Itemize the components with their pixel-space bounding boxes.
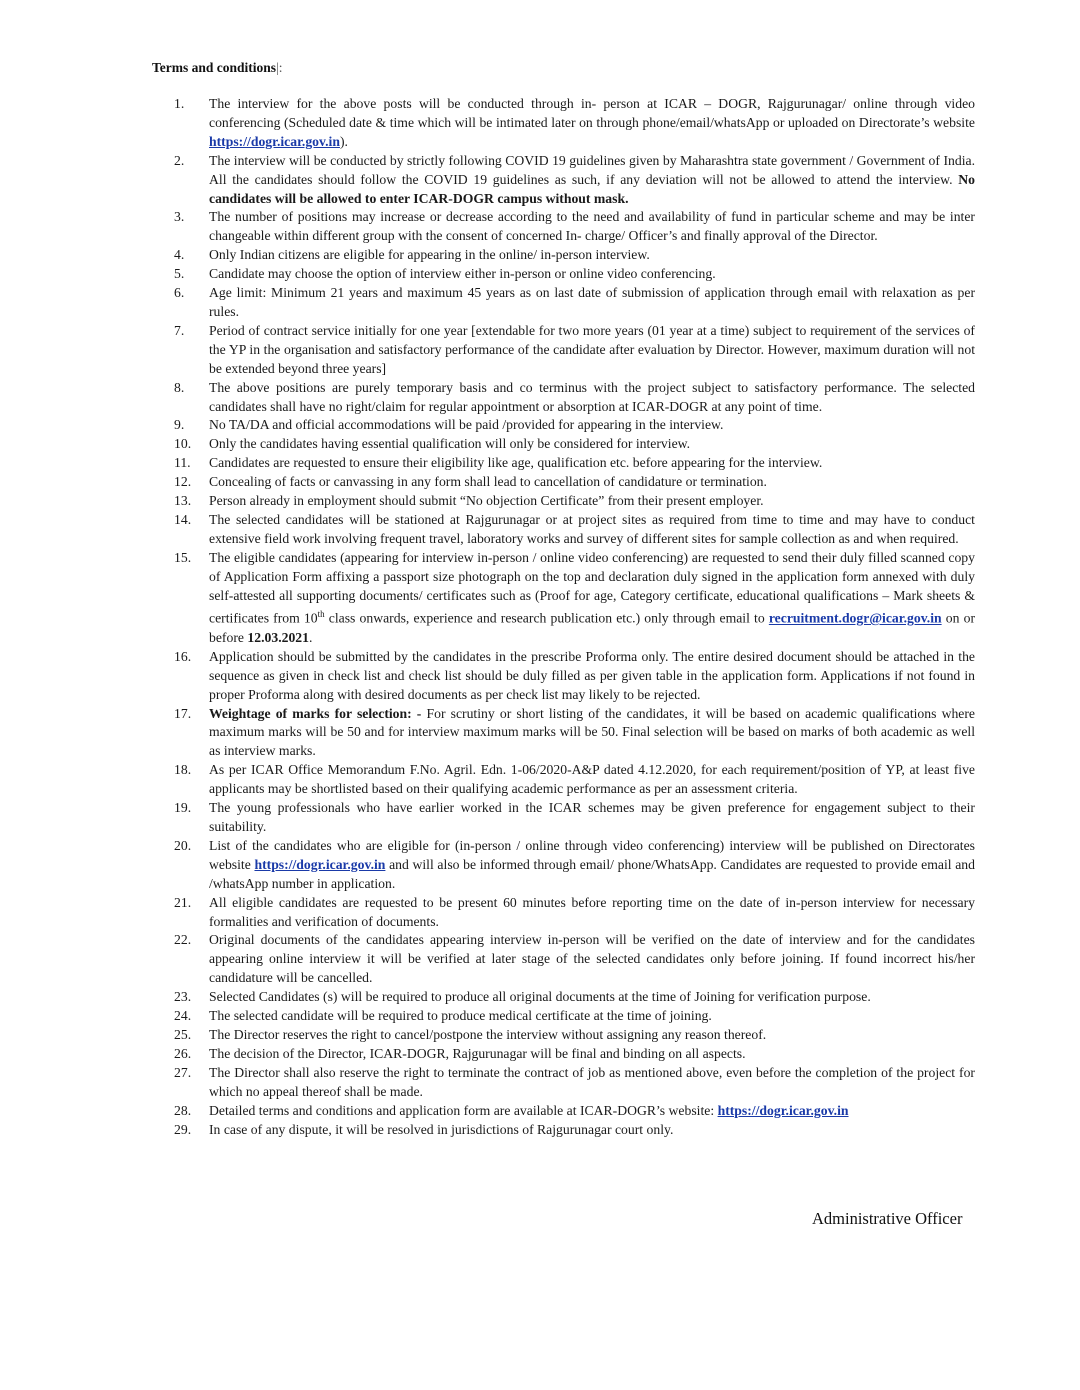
term-text-segment: Period of contract service initially for one year [extendable for two more years (01 year at a time) subject to requirement of the services of the YP in the organisation and satisfactory performance of the candidate after evaluation by Director. However, maximum duration will not be extended beyond three years] [209, 322, 975, 376]
term-text-segment: Concealing of facts or canvassing in any form shall lead to cancellation of candidature or termination. [209, 474, 767, 490]
term-text-segment: Person already in employment should submit “No objection Certificate” from their present employer. [209, 493, 764, 509]
term-text-segment: Selected Candidates (s) will be required to produce all original documents at the time of Joining for verification purpose. [209, 989, 871, 1005]
term-text-segment: Application should be submitted by the candidates in the prescribe Proforma only. The entire desired document should be attached in the sequence as given in check list and check list should be duly filled as per given table in the application form. Applications if not found in proper Proforma along with desired documents as per check list may likely to be rejected. [209, 648, 975, 702]
term-text [209, 549, 975, 648]
term-text [209, 799, 975, 837]
term-text [209, 492, 975, 511]
term-number: 4. [174, 247, 185, 263]
term-number: 7. [174, 322, 185, 338]
term-number: 22. [174, 932, 192, 948]
term-text-segment: Age limit: Minimum 21 years and maximum 45 years as on last date of submission of application through email with relaxation as per rules. [209, 285, 975, 319]
term-item [174, 705, 975, 762]
term-text [209, 648, 975, 705]
term-text [209, 435, 975, 454]
term-text-segment: on or before [209, 611, 975, 645]
term-text-segment: No TA/DA and official accommodations will be paid /provided for appearing in the interview. [209, 417, 724, 433]
term-item [174, 837, 975, 894]
term-text [209, 761, 975, 799]
term-text [209, 416, 975, 435]
term-number: 13. [174, 493, 192, 509]
term-text [209, 705, 975, 762]
term-link[interactable]: recruitment.dogr@icar.gov.in [768, 611, 942, 627]
term-item [174, 435, 975, 454]
term-number: 11. [174, 455, 191, 471]
term-number: 29. [174, 1121, 192, 1137]
signature-administrative-officer: Administrative Officer [812, 1209, 963, 1228]
term-text [209, 511, 975, 549]
term-number: 17. [174, 705, 192, 721]
term-text [209, 1064, 975, 1102]
term-text [209, 208, 975, 246]
term-item [174, 894, 975, 932]
term-text-segment: All eligible candidates are requested to be present 60 minutes before reporting time on the date of in-person interview for necessary formalities and verification of documents. [209, 894, 975, 929]
term-text-segment: class onwards, experience and research publication etc.) only through email to [324, 611, 769, 627]
term-text [209, 152, 975, 209]
term-text-segment: The selected candidates will be stationed at Rajgurunagar or at project sites as required from time to time and may have to conduct extensive field work involving frequent travel, laboratory works and survey of different sites for sample collection as and when required. [209, 511, 975, 546]
term-text-segment: As per ICAR Office Memorandum F.No. Agril. Edn. 1-06/2020-A&P dated 4.12.2020, for each requirement/position of YP, at least five applicants may be shortlisted based on their qualifying academic performance as per an assessment criteria. [209, 762, 975, 797]
term-bold-text: 12.03.2021 [247, 629, 309, 645]
term-number: 18. [174, 762, 192, 778]
term-item [174, 265, 975, 284]
term-text [209, 1007, 975, 1026]
term-bold-text: No candidates will be allowed to enter ICAR-DOGR campus without mask. [209, 171, 975, 206]
terms-heading [152, 60, 283, 76]
term-number: 26. [174, 1045, 192, 1061]
term-item [174, 284, 975, 322]
term-number: 27. [174, 1064, 192, 1080]
term-text [209, 284, 975, 322]
term-text [209, 322, 975, 379]
term-text-segment: The number of positions may increase or decrease according to the need and availability of fund in particular scheme and may be inter changeable within different group with the consent of concerned In- charge/ Officer’s and finally approval of the Director. [209, 209, 975, 244]
term-superscript: th [317, 609, 325, 620]
term-text-segment: Only Indian citizens are eligible for appearing in the online/ in-person interview. [209, 247, 650, 263]
term-number: 12. [174, 474, 192, 490]
term-text [209, 379, 975, 417]
term-text-segment: and will also be informed through email/ phone/WhatsApp. Candidates are requested to provide email and /whatsApp number in application. [209, 856, 975, 891]
term-item [174, 549, 975, 648]
term-number: 2. [174, 152, 185, 168]
term-item [174, 416, 975, 435]
term-item [174, 988, 975, 1007]
term-text [209, 837, 975, 894]
term-item [174, 208, 975, 246]
term-text [209, 454, 975, 473]
term-text-segment: The Director shall also reserve the right to terminate the contract of job as mentioned above, even before the completion of the project for which no appeal thereof shall be made. [209, 1064, 975, 1099]
term-number: 28. [174, 1102, 192, 1118]
term-text-segment: Candidates are requested to ensure their eligibility like age, qualification etc. before appearing for the interview. [209, 455, 823, 471]
term-number: 23. [174, 989, 192, 1005]
terms-list [174, 95, 975, 1139]
term-item [174, 322, 975, 379]
term-item [174, 1026, 975, 1045]
term-number: 5. [174, 266, 185, 282]
term-item [174, 648, 975, 705]
term-text [209, 931, 975, 988]
term-text-segment: The interview for the above posts will be conducted through in- person at ICAR – DOGR, Rajgurunagar/ online through video conferencing (Scheduled date & time which will be intimated later on through phone/email/whatsApp or uploaded on Directorate’s website [209, 96, 975, 130]
term-number: 15. [174, 549, 192, 565]
term-text-segment: Only the candidates having essential qualification will only be considered for interview. [209, 436, 691, 452]
term-item [174, 492, 975, 511]
term-item [174, 1007, 975, 1026]
term-item [174, 379, 975, 417]
term-item [174, 473, 975, 492]
term-text-segment: The eligible candidates (appearing for interview in-person / online video conferencing) are requested to send their duly filled scanned copy of Application Form affixing a passport size photograph on the top and declaration duly signed in the application form annexed with duly self-attested all supporting documents/ certificates such as (Proof for age, Category certificate, educational qualifications – Mark sheets & certificates from 10 [209, 549, 975, 627]
term-text [209, 1121, 975, 1140]
term-item [174, 1121, 975, 1140]
term-item [174, 1045, 975, 1064]
term-text-segment: . [308, 629, 313, 645]
term-text-segment: Candidate may choose the option of interview either in-person or online video conferencing. [209, 266, 716, 282]
term-text-segment: Detailed terms and conditions and application form are available at ICAR-DOGR’s website: [209, 1102, 718, 1118]
term-text-segment: The above positions are purely temporary basis and co terminus with the project subject to satisfactory performance. The selected candidates shall have no right/claim for regular appointment or absorption at ICAR-DOGR at any point of time. [209, 379, 975, 414]
term-text-segment: For scrutiny or short listing of the candidates, it will be based on academic qualifications where maximum marks will be 50 and for interview maximum marks will be 50. Final selection will be based on marks of both academic as well as interview marks. [209, 705, 976, 759]
term-item [174, 761, 975, 799]
terms-heading-title: Terms and conditions [152, 60, 277, 75]
term-text [209, 988, 975, 1007]
term-text-segment: The Director reserves the right to cancel/postpone the interview without assigning any reason thereof. [209, 1026, 767, 1042]
term-item [174, 95, 975, 152]
term-text-segment: Original documents of the candidates appearing interview in-person will be verified on the date of interview and for the candidates appearing online interview it will be verified at later stage of the selected candidates only before joining. If found incorrect his/her candidature will be cancelled. [209, 932, 975, 986]
term-number: 6. [174, 285, 185, 301]
term-bold-text: Weightage of marks for selection: - [209, 705, 422, 721]
term-item [174, 931, 975, 988]
term-text-segment: ). [339, 133, 348, 149]
term-item [174, 511, 975, 549]
term-item [174, 799, 975, 837]
term-text-segment: List of the candidates who are eligible for (in-person / online through video conferencing) interview will be published on Directorates website [209, 837, 975, 872]
term-number: 19. [174, 800, 192, 816]
term-number: 9. [174, 417, 185, 433]
term-number: 10. [174, 436, 192, 452]
term-text [209, 95, 975, 152]
heading-cursor-mark: |: [276, 60, 283, 75]
term-number: 20. [174, 837, 192, 853]
term-number: 14. [174, 511, 192, 527]
term-number: 1. [174, 96, 185, 111]
term-item [174, 246, 975, 265]
term-item [174, 1102, 975, 1121]
term-number: 25. [174, 1026, 192, 1042]
term-link[interactable]: https://dogr.icar.gov.in [717, 1102, 849, 1118]
term-link[interactable]: https://dogr.icar.gov.in [209, 133, 340, 149]
term-text-segment: The young professionals who have earlier worked in the ICAR schemes may be given preference for engagement subject to their suitability. [209, 800, 975, 834]
term-text [209, 265, 975, 284]
term-number: 8. [174, 379, 185, 395]
term-text [209, 894, 975, 932]
term-number: 16. [174, 648, 192, 664]
term-number: 24. [174, 1008, 192, 1024]
term-text [209, 1045, 975, 1064]
term-text [209, 1026, 975, 1045]
term-number: 21. [174, 894, 192, 910]
term-text-segment: The selected candidate will be required to produce medical certificate at the time of joining. [209, 1008, 712, 1024]
term-text [209, 246, 975, 265]
term-item [174, 1064, 975, 1102]
term-number: 3. [174, 209, 185, 225]
term-text-segment: The interview will be conducted by strictly following COVID 19 guidelines given by Maharashtra state government / Government of India. All the candidates should follow the COVID 19 guidelines as such, if any deviation will not be allowed to attend the interview. [209, 152, 975, 187]
term-link[interactable]: https://dogr.icar.gov.in [254, 856, 386, 872]
term-text [209, 473, 975, 492]
term-text [209, 1102, 975, 1121]
term-text-segment: The decision of the Director, ICAR-DOGR, Rajgurunagar will be final and binding on all aspects. [209, 1045, 746, 1061]
term-item [174, 454, 975, 473]
term-item [174, 152, 975, 209]
term-text-segment: In case of any dispute, it will be resolved in jurisdictions of Rajgurunagar court only. [209, 1121, 674, 1137]
